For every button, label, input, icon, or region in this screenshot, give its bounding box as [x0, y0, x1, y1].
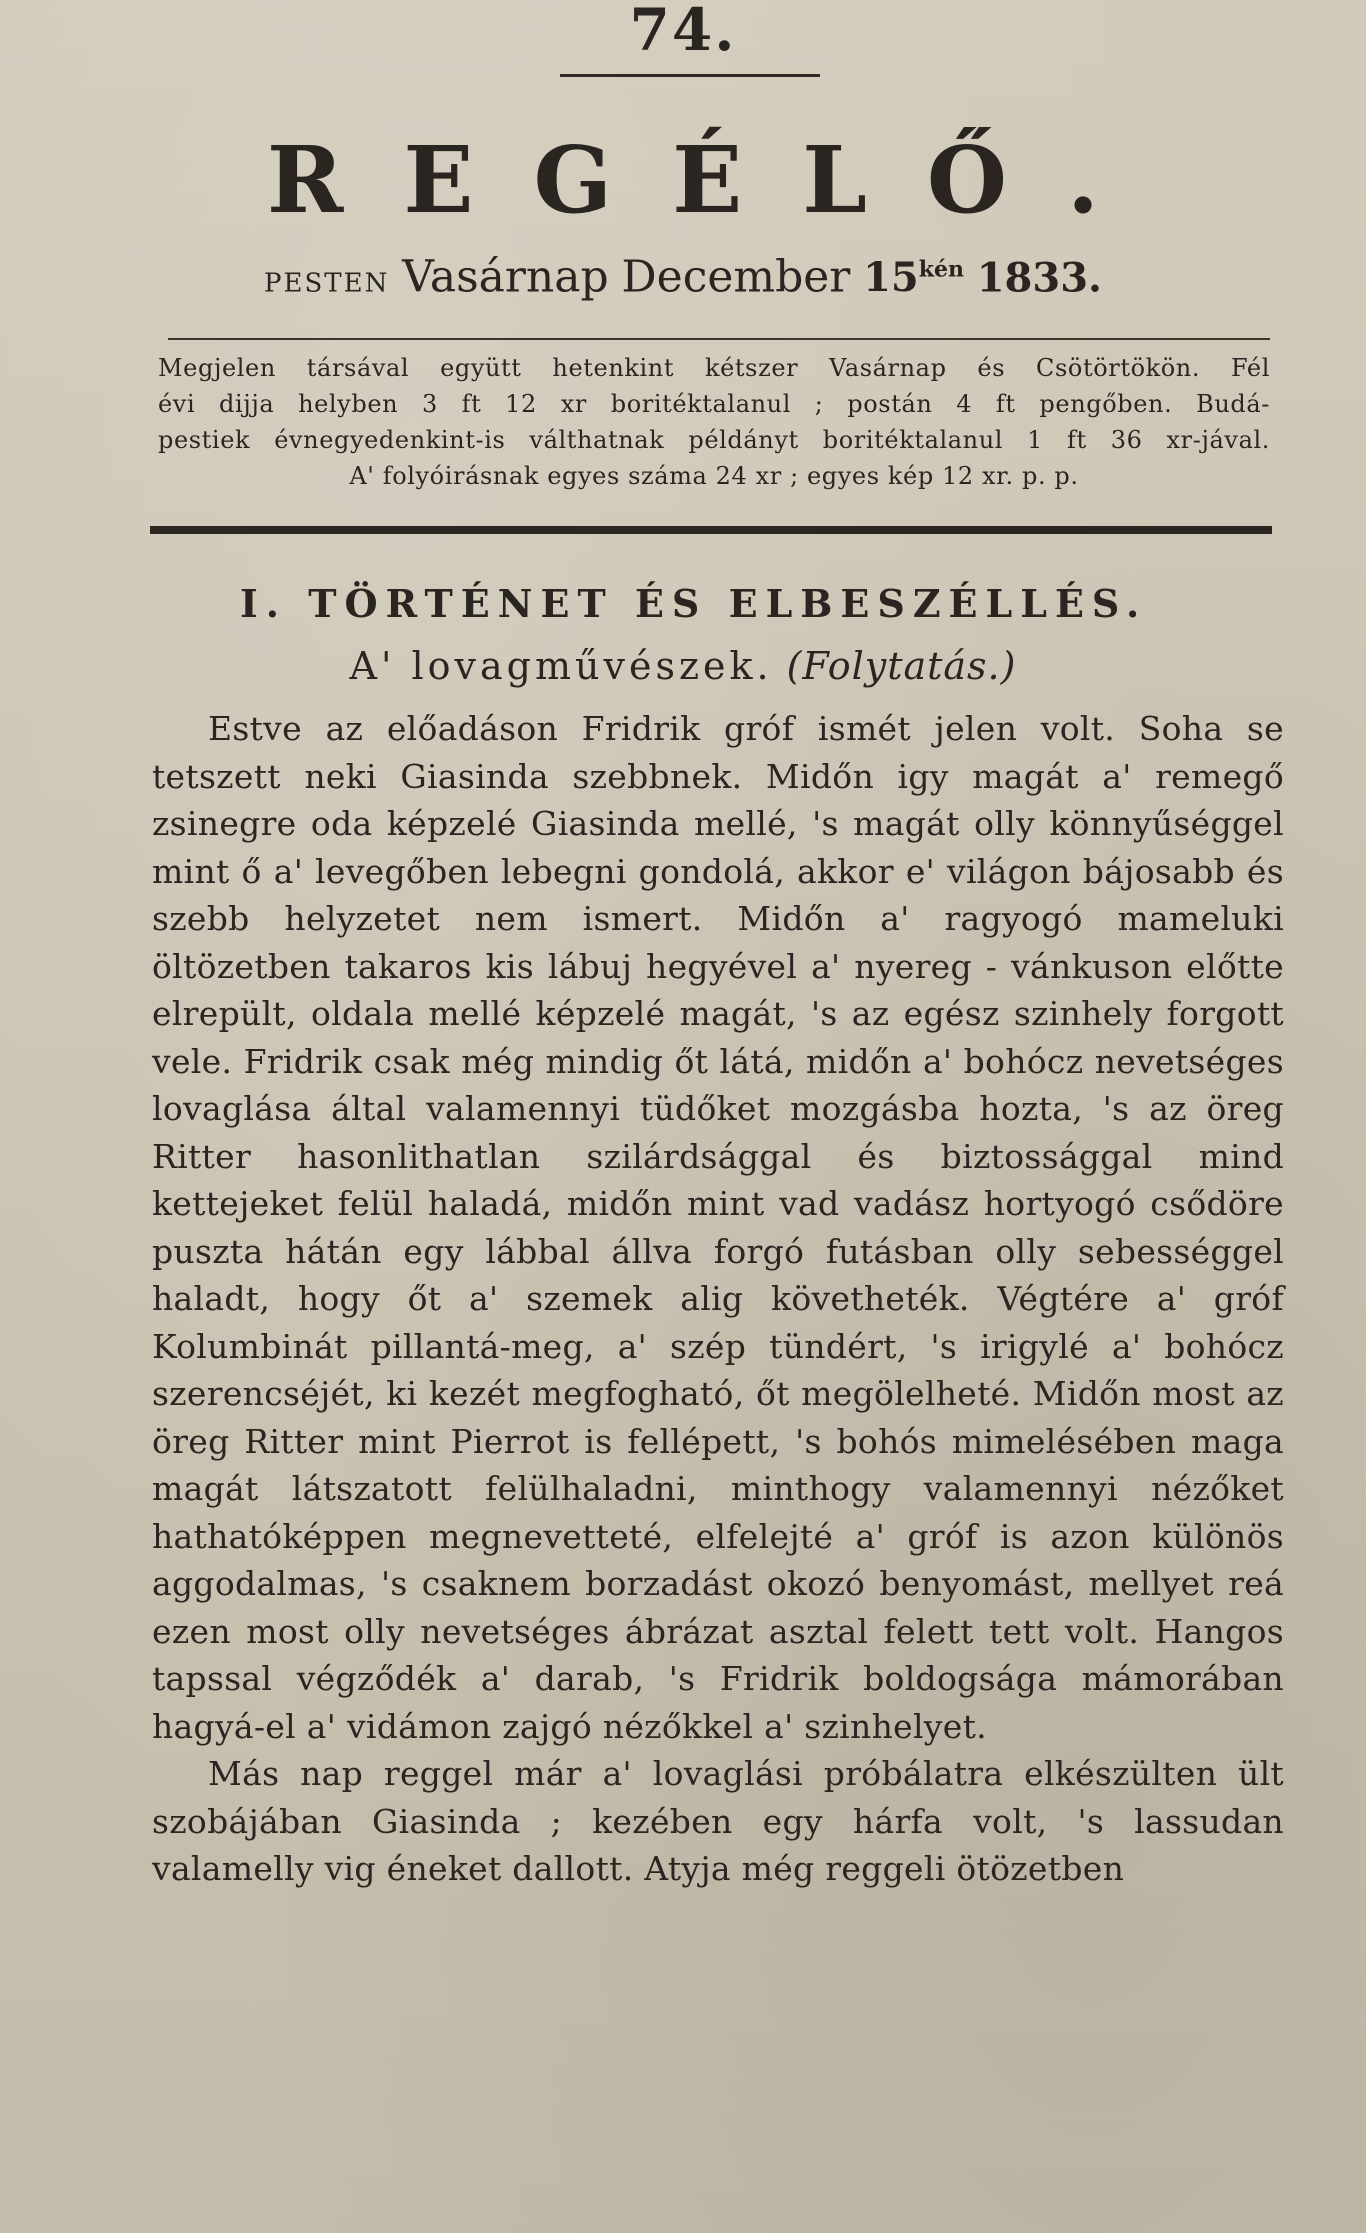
- dateline-city: PESTEN: [264, 268, 390, 299]
- subscription-notice: [158, 350, 1270, 494]
- article-paragraph: Estve az előadáson Fridrik gróf ismét jelen volt. Soha se tetszett neki Giasinda szebbnek. Midőn igy magát a' remegő zsinegre oda képzelé Giasinda mellé, 's magát olly könnyűséggel mint ő a' levegőben lebegni gondolá, akkor e' világon bájosabb és szebb helyzetet nem ismert. Midőn a' ragyogó mameluki öltözetben takaros kis lábuj hegyével a' nyereg - vánkuson előtte elrepült, oldala mellé képzelé magát, 's az egész szinhely forgott vele. Fridrik csak még mindig őt látá, midőn a' bohócz nevetséges lovaglása által valamennyi tüdőket mozgásba hozta, 's az öreg Ritter hasonlithatlan szilárdsággal és biztossággal mind kettejeket felül haladá, midőn mint vad vadász hortyogó csődöre puszta hátán egy lábbal állva forgó futásban olly sebességgel haladt, hogy őt a' szemek alig követheték. Végtére a' gróf Kolumbinát pillantá-meg, a' szép tündért, 's irigylé a' bohócz szerencséjét, ki kezét megfogható, őt megölelheté. Midőn most az öreg Ritter mint Pierrot is fellépett, 's bohós mimelésében maga magát látszatott felülhaladni, minthogy valamennyi nézőket hathatóképpen megnevetteté, elfelejté a' gróf is azon különös aggodalmas, 's csaknem borzadást okozó benyomást, mellyet reá ezen most olly nevetséges ábrázat asztal felett tett volt. Hangos tapssal végződék a' darab, 's Fridrik boldogsága mámorában hagyá-el a' vidámon zajgó nézőkkel a' szinhelyet.: [152, 709, 1284, 1746]
- dateline-day-number: $15^{kén}$: [863, 254, 964, 302]
- issue-number: 74.: [629, 0, 737, 64]
- dateline-month: December: [621, 251, 851, 303]
- masthead-title: REGÉLŐ.: [266, 126, 1160, 234]
- article-continuation: (Folytatás.): [786, 644, 1017, 688]
- dateline-day-suffix: kén: [918, 257, 964, 283]
- article-title-line: [0, 642, 1366, 690]
- subscription-line: Megjelen társával együtt hetenkint kétszer Vasárnap és Csötörtökön. Fél: [158, 354, 1270, 382]
- issue-number-rule: [560, 74, 820, 77]
- subscription-line: pestiek évnegyedenkint-is válthatnak példányt boritéktalanul 1 ft 36 xr-jával.: [158, 426, 1270, 454]
- subscription-line: évi dijja helyben 3 ft 12 xr boritéktalanul ; postán 4 ft pengőben. Budá-: [158, 390, 1270, 418]
- subscription-line: A' folyóirásnak egyes száma 24 xr ; egyes kép 12 xr. p. p.: [349, 462, 1079, 490]
- dateline-day: Vasárnap: [402, 251, 609, 303]
- subscription-divider: [150, 526, 1272, 534]
- dateline-year: 1833.: [976, 254, 1102, 302]
- article-paragraph: Más nap reggel már a' lovaglási próbálatra elkészülten ült szobájában Giasinda ; kezében egy hárfa volt, 's lassudan valamelly vig éneket dallott. Atyja még reggeli ötözetben: [152, 1754, 1284, 1888]
- article-title: A' lovagművészek.: [349, 644, 773, 688]
- article-body: [152, 705, 1284, 1893]
- top-divider: [168, 338, 1270, 340]
- dateline: [0, 245, 1366, 308]
- section-heading: I. TÖRTÉNET ÉS ELBESZÉLLÉS.: [240, 581, 1148, 626]
